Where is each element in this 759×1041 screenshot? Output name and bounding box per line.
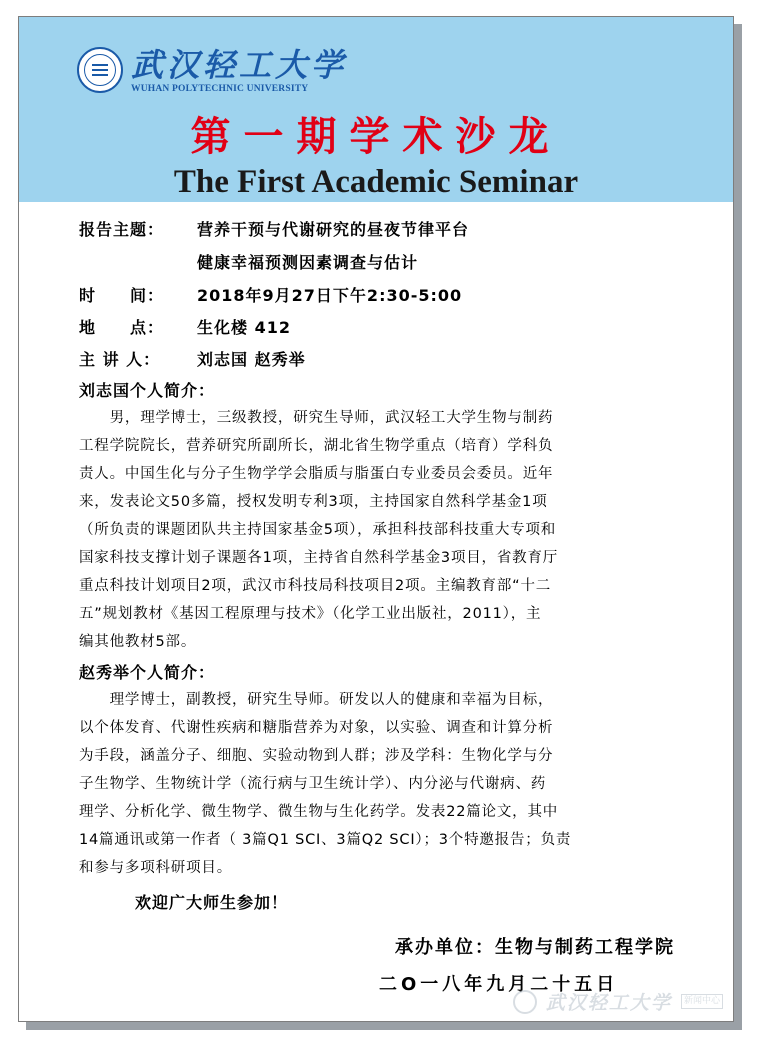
bio2-line: 理学博士，副教授，研究生导师。研发以人的健康和幸福为目标， <box>79 692 554 708</box>
bio2-line: 子生物学、生物统计学（流行病与卫生统计学）、内分泌与代谢病、药 <box>79 776 547 792</box>
place-label: 地 点： <box>79 318 165 337</box>
title-english: The First Academic Seminar <box>173 164 579 200</box>
bio2-paragraph <box>79 686 571 882</box>
university-seal-icon <box>77 47 123 93</box>
bio1-line: 男，理学博士，三级教授，研究生导师，武汉轻工大学生物与制药 <box>79 410 554 426</box>
speaker-field <box>79 349 306 371</box>
bio1-line: 工程学院院长，营养研究所副所长，湖北省生物学重点（培育）学科负 <box>79 438 554 454</box>
bio1-line: 责人。中国生化与分子生物学学会脂质与脂蛋白专业委员会委员。近年 <box>79 466 554 482</box>
topic-field <box>79 219 469 241</box>
closing-invitation: 欢迎广大师生参加！ <box>135 893 289 912</box>
issue-date: 二O一八年九月二十五日 <box>379 974 619 995</box>
title-chinese: 第一期学术沙龙 <box>190 113 562 160</box>
topic-line1: 营养干预与代谢研究的昼夜节律平台 <box>197 220 470 239</box>
bio1-line: 五”规划教材《基因工程原理与技术》（化学工业出版社，2011），主 <box>79 606 542 622</box>
bio1-line: 来，发表论文50多篇，授权发明专利3项，主持国家自然科学基金1项 <box>79 494 548 510</box>
host-unit: 承办单位：生物与制药工程学院 <box>395 937 675 958</box>
bio2-line: 14篇通讯或第一作者（ 3篇Q1 SCI、3篇Q2 SCI）；3个特邀报告；负责 <box>79 832 572 848</box>
logo-chinese-name: 武汉轻工大学 <box>131 46 348 84</box>
logo-english-name: WUHAN POLYTECHNIC UNIVERSITY <box>131 84 309 94</box>
time-field <box>79 285 462 307</box>
header-banner <box>19 17 733 202</box>
bio1-line: 编其他教材5部。 <box>79 634 197 650</box>
bio2-line: 为手段，涵盖分子、细胞、实验动物到人群；涉及学科：生物化学与分 <box>79 748 554 764</box>
topic-label: 报告主题： <box>79 220 165 239</box>
bio1-line: （所负责的课题团队共主持国家基金5项），承担科技部科技重大专项和 <box>79 522 557 538</box>
topic-line2: 健康幸福预测因素调查与估计 <box>197 253 419 272</box>
place-value: 生化楼 412 <box>197 318 291 337</box>
speaker-label: 主 讲 人： <box>79 350 161 369</box>
bio2-title: 赵秀举个人简介： <box>79 663 216 682</box>
bio1-line: 重点科技计划项目2项，武汉市科技局科技项目2项。主编教育部“十二 <box>79 578 552 594</box>
watermark-text: 武汉轻工大学 <box>545 992 672 1014</box>
watermark-seal-icon <box>513 990 537 1014</box>
bio2-line: 理学、分析化学、微生物学、微生物与生化药学。发表22篇论文，其中 <box>79 804 559 820</box>
watermark-badge: 新闻中心 <box>681 994 723 1009</box>
poster <box>18 16 734 1022</box>
bio1-title: 刘志国个人简介： <box>79 381 216 400</box>
speaker-value: 刘志国 赵秀举 <box>197 350 306 369</box>
time-label: 时 间： <box>79 286 165 305</box>
bio2-line: 和参与多项科研项目。 <box>79 860 232 876</box>
bio1-line: 国家科技支撑计划子课题各1项，主持省自然科学基金3项目，省教育厅 <box>79 550 559 566</box>
bio2-line: 以个体发育、代谢性疾病和糖脂营养为对象，以实验、调查和计算分析 <box>79 720 554 736</box>
bio1-paragraph <box>79 404 558 656</box>
time-value: 2018年9月27日下午2:30-5:00 <box>197 286 463 305</box>
place-field <box>79 317 291 339</box>
watermark-logo <box>513 988 723 1015</box>
